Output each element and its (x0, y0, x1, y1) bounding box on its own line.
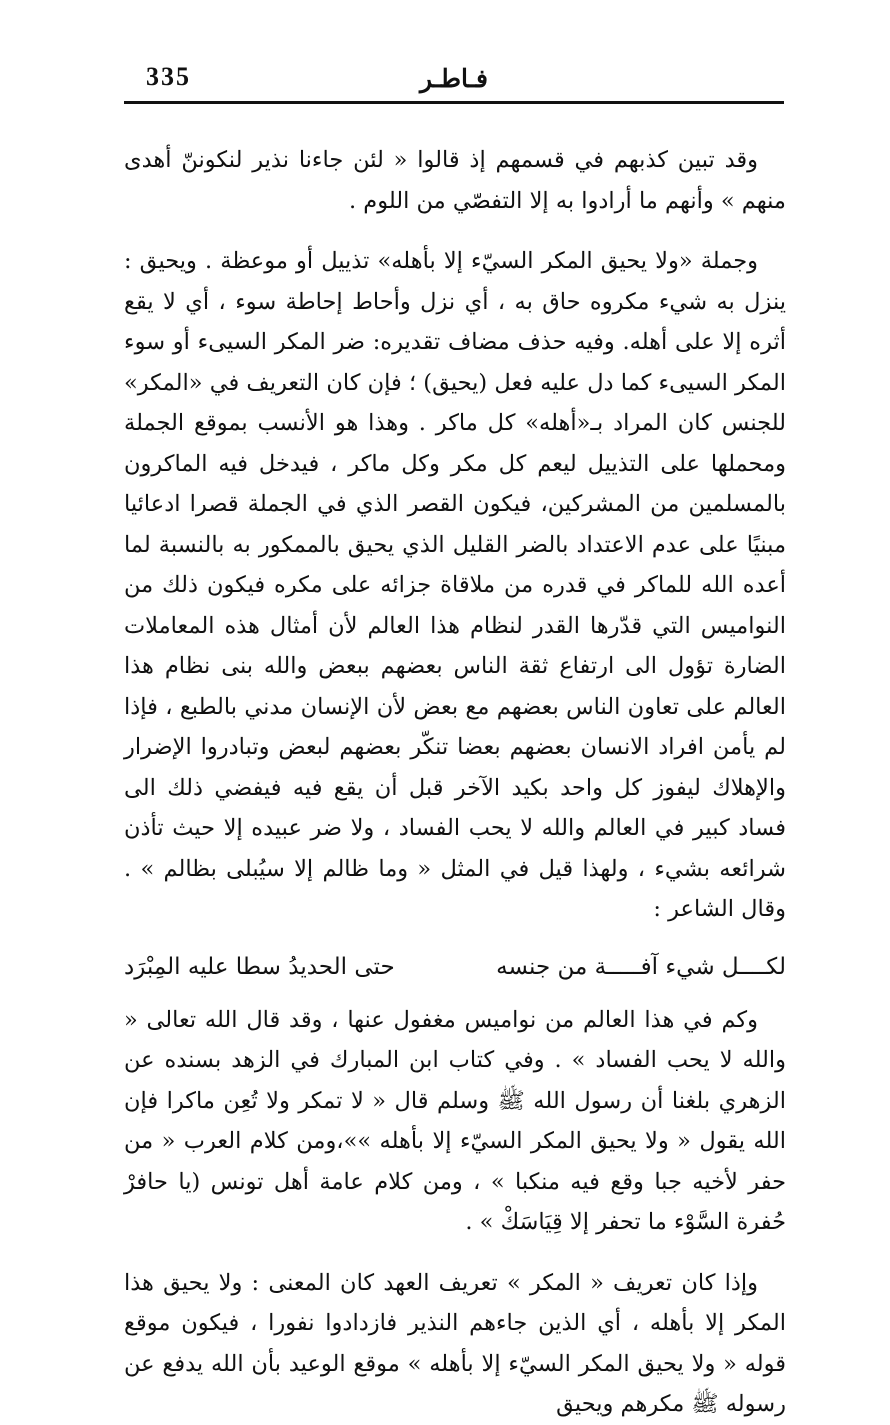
page-number: 335 (146, 62, 191, 91)
page-header (124, 58, 784, 102)
header-divider (124, 101, 784, 104)
paragraph-gap (124, 221, 786, 241)
paragraph: وقد تبين كذبهم في قسمهم إذ قالوا « لئن جاءنا نذير لنكوننّ أهدى منهم » وأنهم ما أرادوا به إلا التفصّي من اللوم . (124, 147, 786, 214)
verse-first-hemistich: لكــــل شيء آفـــــة من جنسه (496, 953, 786, 980)
surah-title: فـاطـر (420, 64, 488, 93)
paragraph: وإذا كان تعريف « المكر » تعريف العهد كان المعنى : ولا يحيق هذا المكر إلا بأهله ، أي الذين جاءهم النذير فازدادوا نفورا ، فيكون موقع قوله « ولا يحيق المكر السيّء إلا بأهله » موقع الوعيد بأن الله يدفع عن رسوله ﷺ مكرهم ويحيق (124, 1269, 786, 1417)
verse-second-hemistich: حتى الحديدُ سطا عليه المِبْرَد (124, 953, 395, 980)
paragraph: وجملة «ولا يحيق المكر السيّء إلا بأهله» تذييل أو موعظة . ويحيق : ينزل به شيء مكروه حاق به ، أي نزل وأحاط إحاطة سوء ، أي لا يقع أثره إلا على أهله. وفيه حذف مضاف تقديره: ضر المكر السيىء أو سوء المكر السيىء كما دل عليه فعل (يحيق) ؛ فإن كان التعريف في «المكر» للجنس كان المراد بـ«أهله» كل ماكر . وهذا هو الأنسب بموقع الجملة ومحملها على التذييل ليعم كل مكر وكل ماكر ، فيدخل فيه الماكرون بالمسلمين من المشركين، فيكون القصر الذي في الجملة قصرا ادعائيا مبنيًا على عدم الاعتداد بالضر القليل الذي يحيق بالممكور به بالنسبة لما أعده الله للماكر في قدره من ملاقاة جزائه على مكره فيكون ذلك من النواميس التي قدّرها القدر لنظام هذا العالم لأن أمثال هذه المعاملات الضارة تؤول الى ارتفاع ثقة الناس بعضهم ببعض والله بنى نظام هذا العالم على تعاون الناس بعضهم مع بعض لأن الإنسان مدني بالطبع ، فإذا لم يأمن افراد الانسان بعضهم بعضا تنكّر بعضهم لبعض وتبادروا الإضرار والإهلاك ليفوز كل واحد بكيد الآخر قبل أن يقع فيه فيفضي ذلك الى فساد كبير في العالم والله لا يحب الفساد ، ولا ضر عبيده إلا حيث تأذن شرائعه بشيء ، ولهذا قيل في المثل « وما ظالم إلا سيُبلى بظالم » . وقال الشاعر : (124, 248, 786, 922)
paragraph-gap (124, 1243, 786, 1263)
paragraph: وكم في هذا العالم من نواميس مغفول عنها ، وقد قال الله تعالى « والله لا يحب الفساد » . وفي كتاب ابن المبارك في الزهد بسنده عن الزهري بلغنا أن رسول الله ﷺ وسلم قال « لا تمكر ولا تُعِن ماكرا فإن الله يقول « ولا يحيق المكر السيّء إلا بأهله »»،ومن كلام العرب « من حفر لأخيه جبا وقع فيه منكبا » ، ومن كلام عامة أهل تونس (يا حافرْ حُفرة السَّوْء ما تحفر إلا قِيَاسَكْ » . (124, 1006, 786, 1235)
page-body (124, 140, 786, 1425)
poetry-verse (124, 946, 786, 988)
